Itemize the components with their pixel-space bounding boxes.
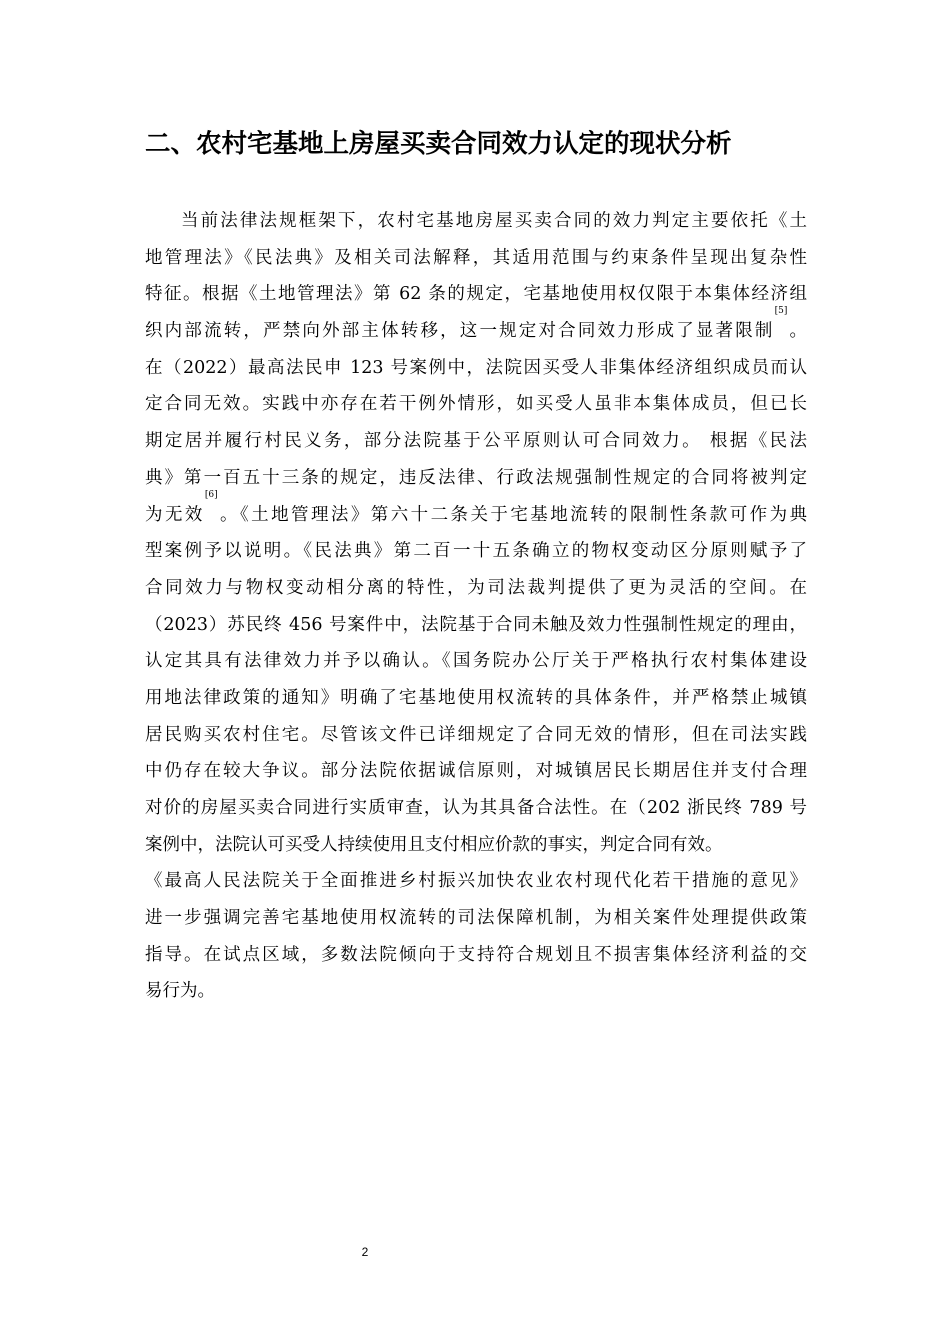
section-heading: 二、农村宅基地上房屋买卖合同效力认定的现状分析 bbox=[145, 129, 732, 159]
paragraph-line-text: 为无效 bbox=[145, 504, 205, 525]
paragraph-line: 当前法律法规框架下，农村宅基地房屋买卖合同的效力判定主要依托《土 bbox=[181, 211, 807, 231]
paragraph-line: 易行为。 bbox=[145, 981, 215, 1002]
paragraph-line: 案例中，法院认可买受人持续使用且支付相应价款的事实，判定合同有效。 bbox=[145, 834, 723, 855]
paragraph-line: （2023）苏民终 456 号案件中，法院基于合同未触及效力性强制性规定的理由， bbox=[145, 614, 807, 635]
paragraph-line: 特征。根据《土地管理法》第 62 条的规定，宅基地使用权仅限于本集体经济组 bbox=[145, 284, 807, 305]
body-paragraph bbox=[145, 203, 807, 1010]
paragraph-line-text: 。《土地管理法》第六十二条关于宅基地流转的限制性条款可作为典 bbox=[217, 504, 808, 525]
paragraph-line: 中仍存在较大争议。部分法院依据诚信原则，对城镇居民长期居住并支付合理 bbox=[145, 761, 807, 782]
paragraph-line-text: 。 bbox=[787, 321, 808, 342]
paragraph-line-text: 织内部流转，严禁向外部主体转移，这一规定对合同效力形成了显著限制 bbox=[145, 321, 775, 342]
paragraph-line bbox=[145, 489, 808, 534]
paragraph-line: 《最高人民法院关于全面推进乡村振兴加快农业农村现代化若干措施的意见》 bbox=[145, 871, 807, 892]
paragraph-line: 期定居并履行村民义务，部分法院基于公平原则认可合同效力。 根据《民法 bbox=[145, 431, 807, 452]
page-number: 2 bbox=[361, 1245, 369, 1259]
paragraph-line: 对价的房屋买卖合同进行实质审查，认为其具备合法性。在（202 浙民终 789 号 bbox=[145, 798, 807, 818]
paragraph-line: 在（2022）最高法民申 123 号案例中，法院因买受人非集体经济组织成员而认 bbox=[145, 357, 807, 378]
paragraph-line: 居民购买农村住宅。尽管该文件已详细规定了合同无效的情形，但在司法实践 bbox=[145, 724, 807, 745]
citation-ref-5: [5] bbox=[774, 306, 788, 317]
paragraph-line: 地管理法》《民法典》及相关司法解释，其适用范围与约束条件呈现出复杂性 bbox=[145, 247, 807, 268]
paragraph-line: 用地法律政策的通知》明确了宅基地使用权流转的具体条件，并严格禁止城镇 bbox=[145, 687, 807, 708]
paragraph-line: 定合同无效。实践中亦存在若干例外情形，如买受人虽非本集体成员，但已长 bbox=[145, 394, 807, 415]
paragraph-line: 进一步强调完善宅基地使用权流转的司法保障机制，为相关案件处理提供政策 bbox=[145, 908, 807, 929]
paragraph-line: 合同效力与物权变动相分离的特性，为司法裁判提供了更为灵活的空间。在 bbox=[145, 577, 807, 598]
paragraph-line: 认定其具有法律效力并予以确认。《国务院办公厅关于严格执行农村集体建设 bbox=[145, 651, 807, 672]
paragraph-line: 典》第一百五十三条的规定，违反法律、行政法规强制性规定的合同将被判定 bbox=[145, 467, 807, 488]
paragraph-line: 型案例予以说明。《民法典》第二百一十五条确立的物权变动区分原则赋予了 bbox=[145, 541, 807, 562]
citation-ref-6: [6] bbox=[204, 489, 218, 500]
paragraph-line: 指导。在试点区域，多数法院倾向于支持符合规划且不损害集体经济利益的交 bbox=[145, 944, 807, 965]
paragraph-line bbox=[145, 306, 808, 350]
